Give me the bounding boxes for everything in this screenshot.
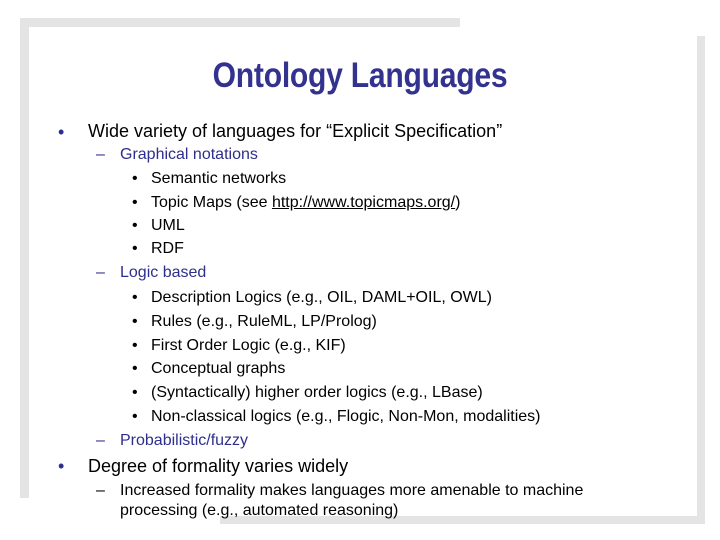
item-higher-order-logics: (Syntactically) higher order logics (e.g., LBase) — [151, 384, 483, 401]
dash-marker: – — [96, 432, 105, 449]
sub-probabilistic-fuzzy: Probabilistic/fuzzy — [120, 432, 249, 449]
bullet-marker: • — [132, 313, 138, 330]
topic-maps-suffix: ) — [455, 194, 461, 211]
bullet-marker: • — [132, 360, 138, 377]
topicmaps-link[interactable]: http://www.topicmaps.org/ — [271, 194, 456, 211]
decorative-frame-left — [20, 18, 29, 498]
decorative-frame-right — [697, 36, 705, 524]
dash-marker: – — [96, 264, 105, 281]
slide-title: Ontology Languages — [212, 56, 508, 95]
bullet-marker: • — [132, 240, 138, 257]
bullet-marker: • — [132, 384, 138, 401]
bullet-marker: • — [58, 122, 65, 142]
item-non-classical-logics: Non-classical logics (e.g., Flogic, Non-Mon, modalities) — [151, 408, 541, 425]
decorative-frame-top — [20, 18, 460, 27]
bullet-degree-of-formality: Degree of formality varies widely — [88, 456, 349, 476]
dash-marker: – — [96, 146, 105, 163]
bullet-marker: • — [132, 194, 138, 211]
item-description-logics: Description Logics (e.g., OIL, DAML+OIL, OWL) — [151, 289, 493, 306]
sub-graphical-notations: Graphical notations — [120, 146, 258, 163]
bullet-wide-variety: Wide variety of languages for “Explicit Specification” — [88, 121, 503, 141]
bullet-marker: • — [132, 170, 138, 187]
item-first-order-logic: First Order Logic (e.g., KIF) — [151, 337, 346, 354]
bullet-marker: • — [132, 337, 138, 354]
bullet-marker: • — [58, 456, 65, 476]
topic-maps-prefix: Topic Maps (see — [151, 194, 272, 211]
item-uml: UML — [151, 217, 185, 234]
item-conceptual-graphs: Conceptual graphs — [151, 360, 286, 377]
sub-increased-formality-line2: processing (e.g., automated reasoning) — [120, 502, 399, 519]
sub-logic-based: Logic based — [120, 264, 207, 281]
bullet-marker: • — [132, 289, 138, 306]
sub-increased-formality-line1: Increased formality makes languages more amenable to machine — [120, 482, 584, 499]
bullet-marker: • — [132, 217, 138, 234]
item-rules: Rules (e.g., RuleML, LP/Prolog) — [151, 313, 377, 330]
bullet-marker: • — [132, 408, 138, 425]
item-topic-maps — [151, 194, 460, 212]
dash-marker: – — [96, 482, 105, 499]
item-semantic-networks: Semantic networks — [151, 170, 287, 187]
item-rdf: RDF — [151, 240, 184, 257]
